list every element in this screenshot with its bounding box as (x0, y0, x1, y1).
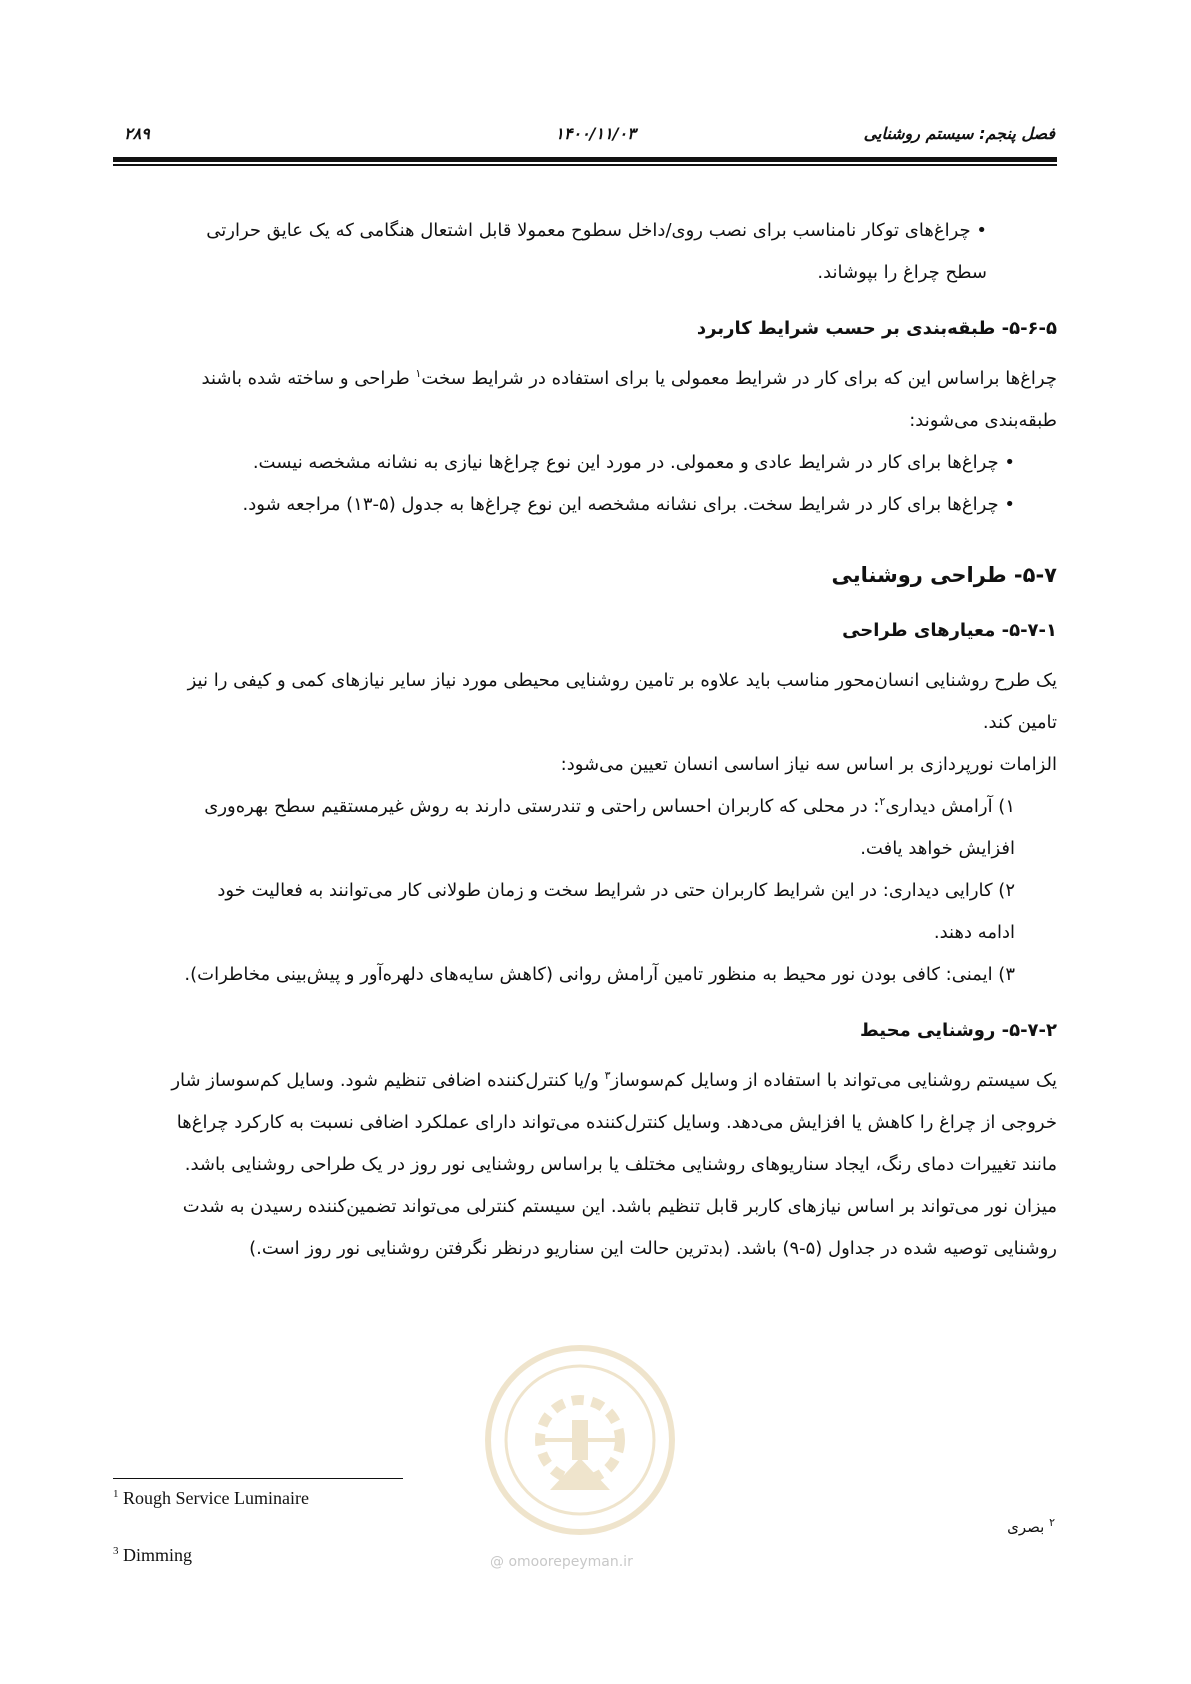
text-span: : در محلی که کاربران احساس راحتی و تندرستی دارند به روش غیرمستقیم سطح بهره‌وری (204, 796, 880, 817)
footnote-ref-1: ۱ (415, 367, 422, 380)
bullet-top-line-2: سطح چراغ را بپوشاند. (817, 262, 987, 283)
paragraph-5-7-2-line-5: روشنایی توصیه شده در جداول (۵-۹) باشد. (بدترین حالت این سناریو درنظر نگرفتن روشنایی نور روز است.) (249, 1238, 1057, 1259)
text-span: ۱) آرامش دیداری (885, 796, 1015, 817)
footnote-2-text: بصری (1007, 1518, 1050, 1536)
header-rule-thick (113, 157, 1057, 162)
paragraph-5-7-1-line-1: یک طرح روشنایی انسان‌محور مناسب باید علاوه بر تامین روشنایی محیطی مورد نیاز سایر نیازهای کمی و کیفی را نیز (187, 670, 1057, 691)
bullet-normal-conditions: • چراغ‌ها برای کار در شرایط عادی و معمولی. در مورد این نوع چراغ‌ها نیازی به نشانه مشخصه نیست. (252, 452, 1015, 473)
footnote-1-number: 1 (113, 1488, 119, 1500)
paragraph-5-7-2-line-4: میزان نور می‌تواند بر اساس نیازهای کاربر قابل تنظیم باشد. این سیستم کنترلی می‌تواند تضمین‌کننده رسیدن به شدت (182, 1196, 1057, 1217)
watermark-site: @ omoorepeyman.ir (490, 1554, 633, 1570)
header-date: ۱۴۰۰/۱۱/۰۳ (555, 124, 636, 143)
text-span: طراحی و ساخته شده باشند (201, 368, 416, 389)
paragraph-5-6-5-line-2: طبقه‌بندی می‌شوند: (909, 410, 1057, 431)
heading-5-7-1: ۵-۷-۱- معیارهای طراحی (842, 620, 1057, 641)
item-1-line-1 (113, 786, 1015, 828)
heading-5-7-2: ۵-۷-۲- روشنایی محیط (860, 1020, 1057, 1041)
bullet-rough-conditions: • چراغ‌ها برای کار در شرایط سخت. برای نشانه مشخصه این نوع چراغ‌ها به جدول (۵-۱۳) مراجعه شود. (242, 494, 1015, 515)
item-3: ۳) ایمنی: کافی بودن نور محیط به منظور تامین آرامش روانی (کاهش سایه‌های دلهره‌آور و پیش‌بینی مخاطرات). (184, 964, 1015, 985)
body-text (113, 210, 1057, 1270)
footnote-2 (1007, 1518, 1055, 1536)
paragraph-5-6-5-line-1 (113, 358, 1057, 400)
item-1-line-2: افزایش خواهد یافت. (860, 838, 1015, 859)
item-2-line-1: ۲) کارایی دیداری: در این شرایط کاربران حتی در شرایط سخت و زمان طولانی کار می‌توانند به فعالیت خود (217, 880, 1015, 901)
footnote-ref-3: ۳ (604, 1069, 611, 1082)
footnote-rule (113, 1478, 403, 1479)
paragraph-5-7-2-line-2: خروجی از چراغ را کاهش یا افزایش می‌دهد. وسایل کنترل‌کننده می‌تواند دارای عملکرد اضافی نسبت به کارکرد چراغ‌ها (176, 1112, 1057, 1133)
paragraph-5-7-1-line-2: تامین کند. (982, 712, 1057, 733)
footnote-2-number: ۲ (1049, 1516, 1055, 1529)
footnote-1-text: Rough Service Luminaire (118, 1488, 309, 1508)
paragraph-5-7-2-line-3: مانند تغییرات دمای رنگ، ایجاد سناریوهای روشنایی مختلف یا براساس روشنایی نور روز در یک طراحی روشنایی باشد. (184, 1154, 1057, 1175)
watermark-site-text: omoorepeyman.ir (508, 1554, 633, 1570)
footnote-ref-2: ۲ (879, 795, 886, 808)
footnote-3-text: Dimming (118, 1545, 193, 1565)
paragraph-5-7-1-line-3: الزامات نورپردازی بر اساس سه نیاز اساسی انسان تعیین می‌شود: (560, 754, 1057, 775)
footnote-3 (113, 1545, 192, 1566)
page-number: ۲۸۹ (124, 124, 150, 143)
paragraph-5-7-2-line-1 (113, 1060, 1057, 1102)
footnote-1 (113, 1488, 309, 1509)
bullet-top-line-1: • چراغ‌های توکار نامناسب برای نصب روی/داخل سطوح معمولا قابل اشتعال هنگامی که یک عایق حرارتی (206, 220, 987, 241)
heading-5-6-5: ۵-۶-۵- طبقه‌بندی بر حسب شرایط کاربرد (696, 318, 1057, 339)
text-span: و/یا کنترل‌کننده اضافی تنظیم شود. وسایل کم‌سوساز شار (171, 1070, 605, 1091)
footnote-3-number: 3 (113, 1545, 119, 1557)
text-span: یک سیستم روشنایی می‌تواند با استفاده از وسایل کم‌سوساز (610, 1070, 1057, 1091)
header-rule-thin (113, 164, 1057, 166)
text-span: چراغ‌ها براساس این که برای کار در شرایط معمولی یا برای استفاده در شرایط سخت (421, 368, 1057, 389)
item-2-line-2: ادامه دهند. (933, 922, 1015, 943)
watermark-logo (480, 1340, 680, 1550)
heading-5-7: ۵-۷- طراحی روشنایی (831, 563, 1057, 587)
chapter-title: فصل پنجم: سیستم روشنایی (863, 124, 1055, 143)
